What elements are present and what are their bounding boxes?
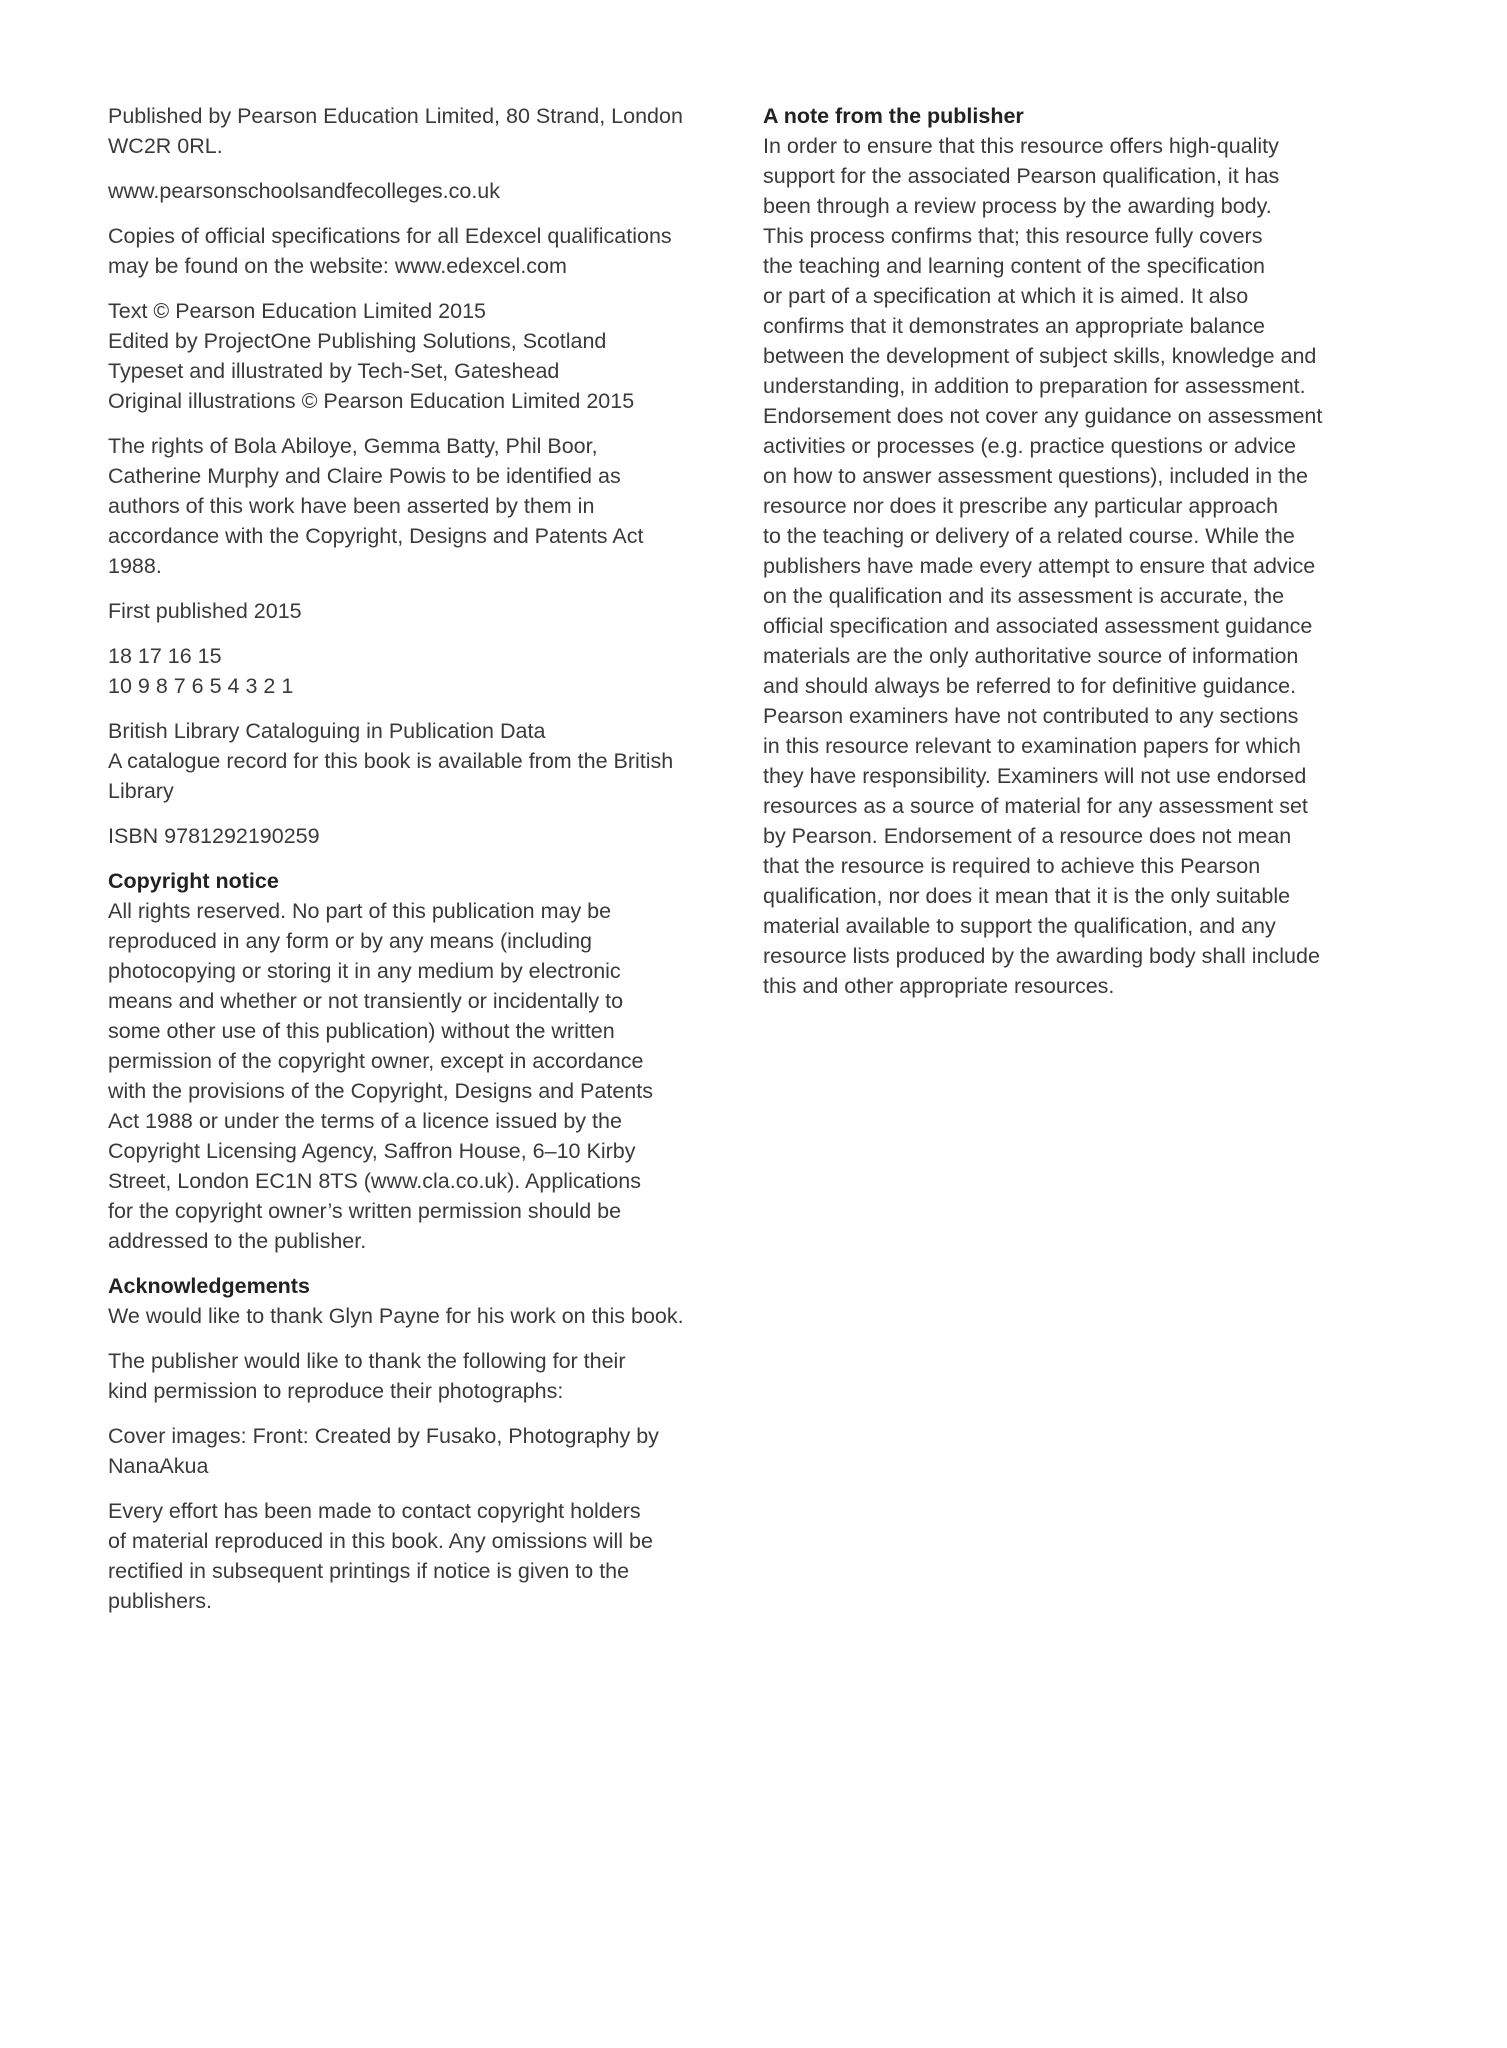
publisher-note-line: been through a review process by the awarding body. <box>763 194 1272 218</box>
copyright-notice-line: reproduced in any form or by any means (including <box>108 929 593 953</box>
first-published-line: First published 2015 <box>108 599 302 623</box>
specifications-note-line: may be found on the website: www.edexcel.com <box>108 254 567 278</box>
publisher-address-paragraph <box>108 101 723 161</box>
specifications-note-line: Copies of official specifications for all Edexcel qualifications <box>108 224 672 248</box>
production-credits-paragraph <box>108 296 723 416</box>
copyright-notice-line: some other use of this publication) without the written <box>108 1019 615 1043</box>
publisher-note-line: this and other appropriate resources. <box>763 974 1115 998</box>
specifications-note-paragraph <box>108 221 723 281</box>
acknowledgements-paragraph <box>108 1271 723 1331</box>
publisher-address-line: WC2R 0RL. <box>108 134 223 158</box>
publisher-note-line: resource lists produced by the awarding body shall include <box>763 944 1320 968</box>
publisher-note-line: in this resource relevant to examination papers for which <box>763 734 1301 758</box>
production-credits-line: Text © Pearson Education Limited 2015 <box>108 299 486 323</box>
publisher-note-line: In order to ensure that this resource offers high-quality <box>763 134 1279 158</box>
publisher-note-line: between the development of subject skills, knowledge and <box>763 344 1317 368</box>
print-line-line: 10 9 8 7 6 5 4 3 2 1 <box>108 674 294 698</box>
author-rights-line: authors of this work have been asserted by them in <box>108 494 595 518</box>
copyright-holders-note-line: Every effort has been made to contact copyright holders <box>108 1499 641 1523</box>
copyright-notice-line: addressed to the publisher. <box>108 1229 367 1253</box>
publisher-note-line: on how to answer assessment questions), included in the <box>763 464 1308 488</box>
publisher-note-line: the teaching and learning content of the specification <box>763 254 1266 278</box>
publisher-note-heading: A note from the publisher <box>763 104 1024 128</box>
publisher-note-line: resource nor does it prescribe any particular approach <box>763 494 1279 518</box>
cover-images-paragraph <box>108 1421 723 1481</box>
production-credits-line: Original illustrations © Pearson Education Limited 2015 <box>108 389 635 413</box>
publisher-note-line: This process confirms that; this resource fully covers <box>763 224 1263 248</box>
author-rights-paragraph <box>108 431 723 581</box>
copyright-notice-line: Street, London EC1N 8TS (www.cla.co.uk). Applications <box>108 1169 641 1193</box>
publisher-note-line: material available to support the qualification, and any <box>763 914 1276 938</box>
copyright-holders-note-line: publishers. <box>108 1589 212 1613</box>
publisher-website-line: www.pearsonschoolsandfecolleges.co.uk <box>108 179 501 203</box>
photo-permissions-line: The publisher would like to thank the following for their <box>108 1349 626 1373</box>
publisher-note-line: confirms that it demonstrates an appropriate balance <box>763 314 1265 338</box>
publisher-note-line: support for the associated Pearson qualification, it has <box>763 164 1280 188</box>
publisher-note-line: understanding, in addition to preparation for assessment. <box>763 374 1306 398</box>
copyright-holders-note-line: of material reproduced in this book. Any omissions will be <box>108 1529 653 1553</box>
copyright-notice-line: All rights reserved. No part of this publication may be <box>108 899 612 923</box>
publisher-note-line: activities or processes (e.g. practice questions or advice <box>763 434 1296 458</box>
publisher-note-line: and should always be referred to for definitive guidance. <box>763 674 1297 698</box>
photo-permissions-line: kind permission to reproduce their photographs: <box>108 1379 564 1403</box>
production-credits-line: Typeset and illustrated by Tech-Set, Gateshead <box>108 359 560 383</box>
publisher-note-line: qualification, nor does it mean that it is the only suitable <box>763 884 1291 908</box>
cataloguing-data-line: Library <box>108 779 174 803</box>
author-rights-line: Catherine Murphy and Claire Powis to be identified as <box>108 464 621 488</box>
publisher-note-line: or part of a specification at which it is aimed. It also <box>763 284 1249 308</box>
isbn-line: ISBN 9781292190259 <box>108 824 320 848</box>
isbn-paragraph <box>108 821 723 851</box>
publisher-note-line: on the qualification and its assessment is accurate, the <box>763 584 1285 608</box>
copyright-notice-paragraph <box>108 866 723 1256</box>
publisher-note-line: they have responsibility. Examiners will not use endorsed <box>763 764 1307 788</box>
right-column <box>763 101 1383 1016</box>
publisher-note-line: Pearson examiners have not contributed to any sections <box>763 704 1299 728</box>
copyright-notice-line: for the copyright owner’s written permission should be <box>108 1199 622 1223</box>
publisher-note-line: to the teaching or delivery of a related course. While the <box>763 524 1295 548</box>
publisher-note-line: resources as a source of material for any assessment set <box>763 794 1308 818</box>
publisher-note-line: by Pearson. Endorsement of a resource does not mean <box>763 824 1292 848</box>
publisher-website-paragraph <box>108 176 723 206</box>
copyright-notice-line: with the provisions of the Copyright, Designs and Patents <box>108 1079 653 1103</box>
print-line-line: 18 17 16 15 <box>108 644 222 668</box>
author-rights-line: The rights of Bola Abiloye, Gemma Batty, Phil Boor, <box>108 434 598 458</box>
acknowledgements-heading: Acknowledgements <box>108 1274 310 1298</box>
photo-permissions-paragraph <box>108 1346 723 1406</box>
print-line-paragraph <box>108 641 723 701</box>
copyright-notice-line: Act 1988 or under the terms of a licence issued by the <box>108 1109 622 1133</box>
copyright-notice-line: Copyright Licensing Agency, Saffron House, 6–10 Kirby <box>108 1139 636 1163</box>
cataloguing-data-line: A catalogue record for this book is available from the British <box>108 749 674 773</box>
copyright-holders-note-line: rectified in subsequent printings if notice is given to the <box>108 1559 630 1583</box>
copyright-holders-note-paragraph <box>108 1496 723 1616</box>
author-rights-line: 1988. <box>108 554 162 578</box>
publisher-note-paragraph <box>763 101 1383 1001</box>
first-published-paragraph <box>108 596 723 626</box>
copyright-notice-heading: Copyright notice <box>108 869 279 893</box>
publisher-note-line: publishers have made every attempt to ensure that advice <box>763 554 1316 578</box>
copyright-notice-line: permission of the copyright owner, except in accordance <box>108 1049 644 1073</box>
publisher-note-line: official specification and associated assessment guidance <box>763 614 1313 638</box>
copyright-notice-line: means and whether or not transiently or incidentally to <box>108 989 624 1013</box>
publisher-note-line: Endorsement does not cover any guidance on assessment <box>763 404 1323 428</box>
cover-images-line: NanaAkua <box>108 1454 209 1478</box>
left-column <box>108 101 723 1631</box>
publisher-note-line: that the resource is required to achieve this Pearson <box>763 854 1261 878</box>
publisher-address-line: Published by Pearson Education Limited, 80 Strand, London <box>108 104 683 128</box>
cataloguing-data-paragraph <box>108 716 723 806</box>
author-rights-line: accordance with the Copyright, Designs and Patents Act <box>108 524 644 548</box>
cataloguing-data-line: British Library Cataloguing in Publication Data <box>108 719 546 743</box>
copyright-notice-line: photocopying or storing it in any medium by electronic <box>108 959 621 983</box>
publisher-note-line: materials are the only authoritative source of information <box>763 644 1299 668</box>
acknowledgements-line: We would like to thank Glyn Payne for his work on this book. <box>108 1304 684 1328</box>
cover-images-line: Cover images: Front: Created by Fusako, Photography by <box>108 1424 659 1448</box>
production-credits-line: Edited by ProjectOne Publishing Solutions, Scotland <box>108 329 607 353</box>
